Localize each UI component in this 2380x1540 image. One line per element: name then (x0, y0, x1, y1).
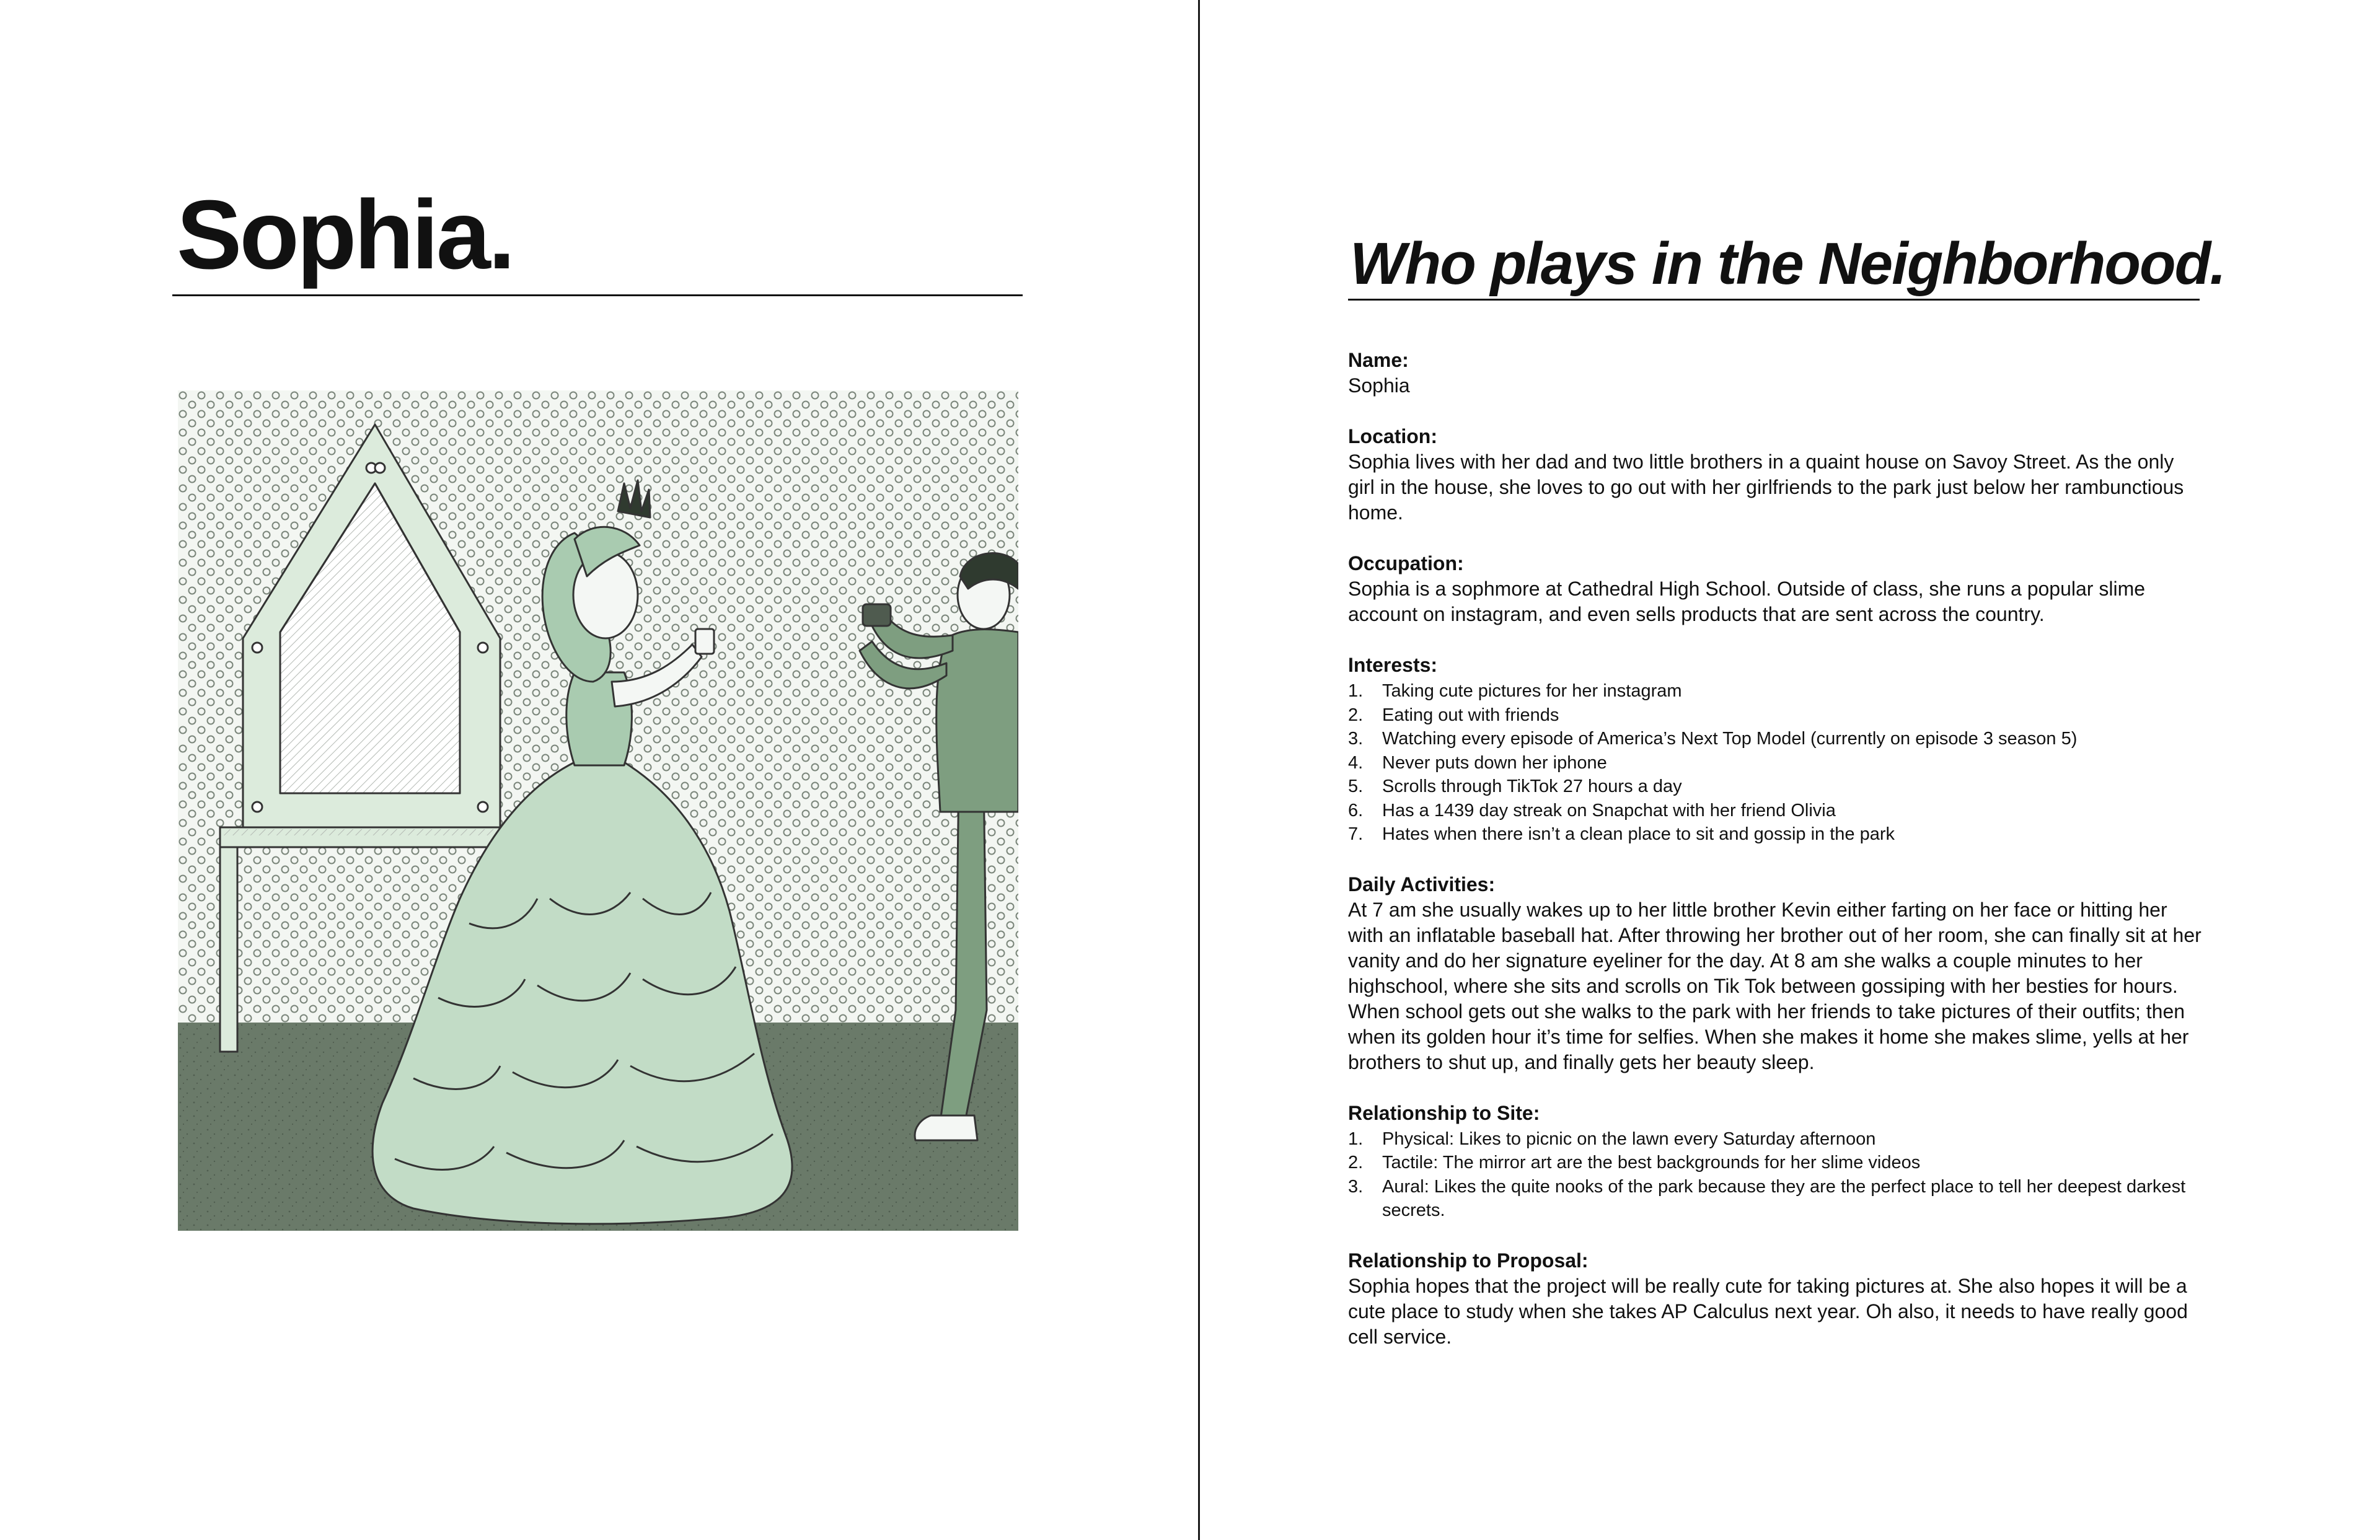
list-item: 1. Taking cute pictures for her instagram (1348, 681, 1682, 701)
section-label: Name: (1348, 349, 1409, 371)
section-label: Daily Activities: (1348, 873, 1496, 895)
title-underline (1348, 299, 2200, 301)
location-section (1348, 423, 2203, 526)
list-item: 2. Eating out with friends (1348, 705, 1559, 725)
shoe (915, 1115, 977, 1140)
relationship-to-site-section (1348, 1100, 2203, 1223)
list-item: 5. Scrolls through TikTok 27 hours a day (1348, 777, 1682, 796)
list-item: 3. Aural: Likes the quite nooks of the park because they are the perfect place to tell her deepest darkest secrets. (1348, 1176, 2186, 1220)
daily-activities-text: At 7 am she usually wakes up to her little brother Kevin either farting on her face or hitting her with an inflatable baseball hat. After throwing her brother out of her room, she can finally sit at her vanity and do her signature eyeliner for the day. At 8 am she walks a couple minutes to her highschool, where she sits and scrolls on Tik Tok between gossiping with her besties for hours. When school gets out she walks to the park with her friends to take pictures of their outfits; then when its golden hour it’s time for selfies. When she makes it home she makes slime, yells at her brothers to shut up, and finally gets her beauty sleep. (1348, 898, 2202, 1073)
name-value: Sophia (1348, 374, 1410, 397)
list-item: 3. Watching every episode of America’s Next Top Model (currently on episode 3 season 5) (1348, 729, 2078, 749)
list-item: 2. Tactile: The mirror art are the best backgrounds for her slime videos (1348, 1153, 1921, 1173)
section-label: Relationship to Proposal: (1348, 1249, 1589, 1272)
page-spine (1198, 0, 1200, 1540)
camera (863, 604, 891, 626)
section-label: Relationship to Site: (1348, 1101, 1540, 1124)
occupation-section (1348, 550, 2203, 627)
location-text: Sophia lives with her dad and two little brothers in a quaint house on Savoy Street. As the only girl in the house, she loves to go out with her girlfriends to the park just below her rambunctious home. (1348, 451, 2184, 524)
interests-list (1348, 679, 2203, 847)
section-label: Occupation: (1348, 552, 1464, 574)
name-section (1348, 347, 2203, 398)
list-item: 6. Has a 1439 day streak on Snapchat with her friend Olivia (1348, 800, 1836, 821)
daily-activities-section (1348, 871, 2203, 1075)
list-item: 4. Never puts down her iphone (1348, 752, 1607, 773)
proposal-text: Sophia hopes that the project will be really cute for taking pictures at. She also hopes it will be a cute place to study when she takes AP Calculus next year. Oh also, it needs to have really good cell service. (1348, 1274, 2188, 1348)
list-item: 7. Hates when there isn’t a clean place to sit and gossip in the park (1348, 824, 1895, 844)
list-item: 1. Physical: Likes to picnic on the lawn every Saturday afternoon (1348, 1129, 1876, 1149)
photographer-jacket (937, 630, 1018, 812)
occupation-text: Sophia is a sophmore at Cathedral High School. Outside of class, she runs a popular slime account on instagram, and even sells products that are sent across the country. (1348, 578, 2146, 625)
section-label: Interests: (1348, 654, 1438, 676)
character-title: Sophia. (177, 180, 513, 289)
interests-section (1348, 652, 2203, 847)
title-underline (172, 294, 1023, 296)
character-illustration (178, 390, 1018, 1231)
profile-details (1348, 347, 2203, 1375)
page-title: Who plays in the Neighborhood. (1350, 231, 2225, 297)
relationship-to-proposal-section (1348, 1247, 2203, 1350)
site-relationship-list (1348, 1127, 2203, 1223)
section-label: Location: (1348, 425, 1437, 447)
